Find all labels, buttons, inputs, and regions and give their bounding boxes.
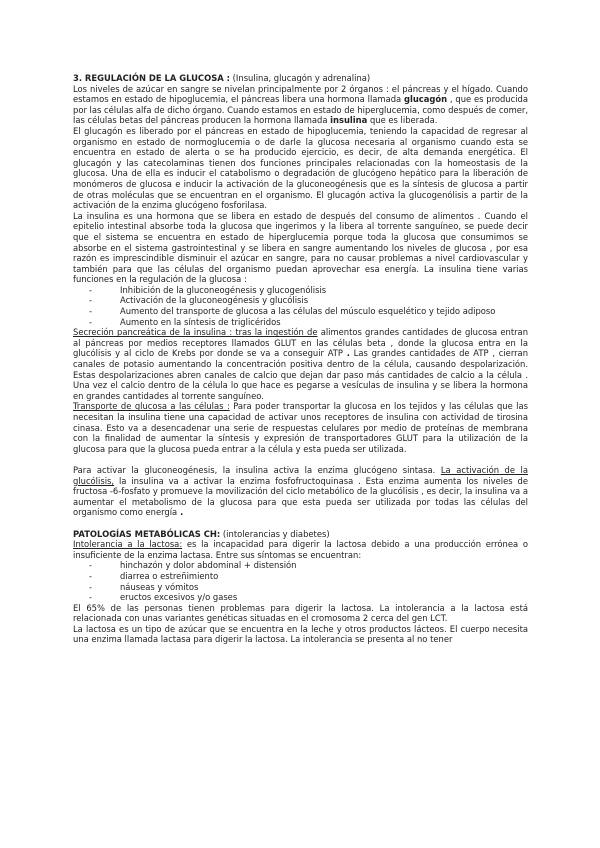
text-column — [73, 73, 528, 645]
paragraph-text: Para activar la gluconeogénesis, la insulina activa la enzima glucógeno sintasa. — [73, 464, 441, 475]
paragraph-text: Para poder transportar la glucosa en los tejidos y las células que las necesitan la insulina tiene una capacidad de activar unos receptores de insulina con actividad de tirosina cinasa. Esto va a desencadenar una serie de respuestas celulares por medio de proteínas de membrana con la finalidad de aumentar la síntesis y expresión de transportadores GLUT para la utilización de la glucosa para que la glucosa pueda entrar a la célula y esta pueda ser utilizada. — [73, 401, 528, 454]
list-item: - náuseas y vómitos — [73, 582, 528, 593]
section-title: 3. REGULACIÓN DE LA GLUCOSA : — [73, 73, 230, 83]
list-item: - hinchazón y dolor abdominal + distensión — [73, 560, 528, 571]
list-item: - Aumento en la síntesis de triglicéridos — [73, 317, 528, 328]
list-item: - Inhibición de la gluconeogénesis y glucogenólisis — [73, 285, 528, 296]
symptoms-list — [73, 560, 528, 602]
paragraph-insulina: La insulina es una hormona que se libera en estado de después del consumo de alimentos . Cuando el epitelio intestinal absorbe toda la glucosa que ingerimos y la libera al torrente sanguíneo, se puede decir que el sistema se encuentra en estado de hiperglucemia porque toda la glucosa que consumimos se absorbe en el sistema gastrointestinal y se libera en sangre aumentando los niveles de glucosa , por esa razón es imprescindible disminuir el azúcar en sangre, para no causar problemas a nivel cardiovascular y también para que las células del organismo puedan aprovechar esa energía. La insulina tiene varias funciones en la regulación de la glucosa : — [73, 210, 528, 285]
section-heading — [73, 73, 528, 84]
paragraph-text: . — [177, 507, 184, 518]
pathologies-subtitle: (intolerancias y diabetes) — [220, 528, 330, 539]
subheading-lactose: Intolerancia a la lactosa: — [73, 539, 183, 550]
list-item: - Aumento del transporte de glucosa a las células del músculo esquelético y tejido adiposo — [73, 306, 528, 317]
paragraph-transport — [73, 401, 528, 454]
paragraph-secretion — [73, 327, 528, 401]
spacer — [73, 454, 528, 465]
paragraph-text: Las grandes cantidades de ATP , cierran canales de potasio aumentando la concentración positiva dentro de la célula, causando despolarización. Estas despolarizaciones abren canales de calcio que dejan dar paso más cantidades de calcio a la célula . Una vez el calcio dentro de la célula lo que hace es pegarse a vesículas de insulina y se libera la hormona en grandes cantidades al torrente sanguíneo. — [73, 348, 528, 401]
section-heading — [73, 529, 528, 540]
pathologies-title: PATOLOGÍAS METABÓLICAS CH: — [73, 528, 221, 539]
subheading-glycolysis: La activación de la glucólisis, — [73, 464, 528, 486]
paragraph-glucagon: El glucagón es liberado por el páncreas en estado de hipoglucemia, teniendo la capacidad de regresar al organismo en estado de normoglucemia o de darle la glucosa necesaria al organismo cuando esta se encuentra en estado de alerta o se ha producido ejercicio, es decir, de alta demanda energética. El glucagón y las catecolaminas tienen dos funciones principales relacionadas con la homeostasis de la glucosa. Una de ella es inducir el catabolismo o degradación de glucógeno hepático para la liberación de monómeros de glucosa e inducir la activación de la gluconeogénesis que es la síntesis de glucosa a partir de otras moléculas que se encuentran en el organismo. El glucagón activa la glucogenólisis a partir de la activación de la enzima glucógeno fosforilasa. — [73, 125, 528, 211]
paragraph-text: Los niveles de azúcar en sangre se nivelan principalmente por 2 órganos : el páncreas y el hígado. Cuando estamos en estado de hipoglucemia, el páncreas libera una hormona llamada — [73, 83, 528, 105]
term-insulina: insulina — [330, 115, 368, 126]
paragraph-prevalence: El 65% de las personas tienen problemas para digerir la lactosa. La intolerancia a la lactosa está relacionada con unas variantes genéticas situadas en el cromosoma 2 cerca del gen LCT. — [73, 602, 528, 624]
subheading-secretion: Secreción pancreática de la insulina : tras la ingestión de — [73, 327, 318, 338]
paragraph-text: la insulina va a activar la enzima fosfofructoquinasa . Esta enzima aumenta los niveles de fructosa -6-fosfato y promueve la movilización del ciclo metabólico de la glucólisis , es decir, la insulina va a aumentar el metabolismo de la glucosa para que esta pueda ser utilizada por todas las células del organismo como energía — [73, 475, 528, 518]
list-item: - diarrea o estreñimiento — [73, 571, 528, 582]
paragraph-text: . — [346, 348, 350, 359]
paragraph-text: es la incapacidad para digerir la lactosa debido a una producción errónea o insuficiente de la enzima lactasa. Entre sus síntomas se encuentran: — [73, 539, 528, 560]
paragraph-text: , que es producida por las células alfa de dicho órgano. Cuando estamos en estado de hiperglucemia, como después de comer, las células betas del páncreas producen la hormona llamada — [73, 94, 528, 126]
subheading-transport: Transporte de glucosa a las células : — [73, 401, 230, 412]
paragraph-hormones — [73, 84, 528, 126]
paragraph-lactose — [73, 539, 528, 560]
paragraph-glycolysis — [73, 465, 528, 518]
insulin-functions-list — [73, 285, 528, 327]
paragraph-text: que es liberada. — [367, 115, 438, 126]
term-glucagon: glucagón — [403, 94, 448, 105]
paragraph-text: alimentos grandes cantidades de glucosa entran al páncreas por medios receptores llamados GLUT en las células beta , donde la glucosa entra en la glucólisis y al ciclo de Krebs por donde se va a conseguir ATP — [73, 327, 528, 359]
list-item: - Activación de la gluconeogénesis y glucólisis — [73, 295, 528, 306]
spacer — [73, 518, 528, 529]
list-item: - eructos excesivos y/o gases — [73, 592, 528, 603]
section-subtitle: (Insulina, glucagón y adrenalina) — [229, 73, 371, 83]
paragraph-lactase: La lactosa es un tipo de azúcar que se encuentra en la leche y otros productos lácteos. El cuerpo necesita una enzima llamada lactasa para digerir la lactosa. La intolerancia se presenta al no tener — [73, 623, 528, 645]
